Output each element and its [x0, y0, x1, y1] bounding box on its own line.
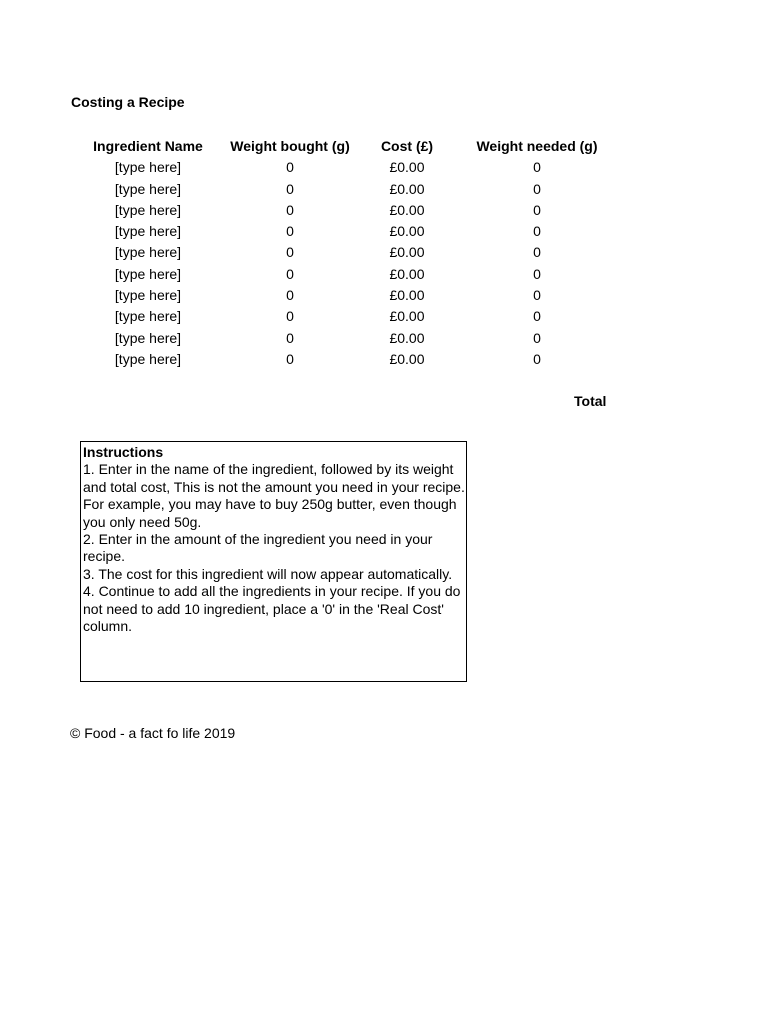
- weight-bought-cell[interactable]: 0: [286, 159, 294, 176]
- cost-cell[interactable]: £0.00: [389, 180, 425, 197]
- weight-needed-cell[interactable]: 0: [533, 329, 541, 346]
- weight-needed-cell[interactable]: 0: [533, 244, 541, 261]
- weight-bought-cell[interactable]: 0: [286, 223, 294, 240]
- table-header-row: [0, 137, 768, 158]
- weight-bought-cell[interactable]: 0: [286, 329, 294, 346]
- instruction-step-4: 4. Continue to add all the ingredients in your recipe. If you do not need to add 10 ingredient, place a '0' in the 'Real Cost' column.: [83, 583, 461, 635]
- ingredient-name-cell[interactable]: [type here]: [114, 201, 182, 218]
- table-row: [0, 201, 768, 222]
- weight-bought-cell[interactable]: 0: [286, 180, 294, 197]
- cost-cell[interactable]: £0.00: [389, 350, 425, 367]
- weight-bought-cell[interactable]: 0: [286, 265, 294, 282]
- table-row: [0, 180, 768, 201]
- weight-needed-cell[interactable]: 0: [533, 308, 541, 325]
- page-title: Costing a Recipe: [71, 94, 185, 110]
- cost-cell[interactable]: £0.00: [389, 287, 425, 304]
- copyright-text: © Food - a fact fo life 2019: [70, 725, 236, 741]
- table-row: [0, 307, 768, 328]
- weight-needed-cell[interactable]: 0: [533, 350, 541, 367]
- instruction-step-2: 2. Enter in the amount of the ingredient you need in your recipe.: [83, 531, 433, 565]
- weight-needed-cell[interactable]: 0: [533, 287, 541, 304]
- cost-cell[interactable]: £0.00: [389, 308, 425, 325]
- costing-table: [0, 137, 768, 371]
- header-cost: Cost (£): [380, 138, 434, 154]
- instructions-title: Instructions: [83, 444, 164, 460]
- instructions-box: [80, 441, 467, 682]
- weight-bought-cell[interactable]: 0: [286, 201, 294, 218]
- table-row: [0, 243, 768, 264]
- weight-needed-cell[interactable]: 0: [533, 223, 541, 240]
- table-row: [0, 265, 768, 286]
- cost-cell[interactable]: £0.00: [389, 265, 425, 282]
- ingredient-name-cell[interactable]: [type here]: [114, 287, 182, 304]
- header-weight-bought: Weight bought (g): [230, 138, 350, 154]
- weight-needed-cell[interactable]: 0: [533, 159, 541, 176]
- ingredient-name-cell[interactable]: [type here]: [114, 329, 182, 346]
- table-row: [0, 350, 768, 371]
- ingredient-name-cell[interactable]: [type here]: [114, 159, 182, 176]
- weight-bought-cell[interactable]: 0: [286, 350, 294, 367]
- cost-cell[interactable]: £0.00: [389, 223, 425, 240]
- table-body: [0, 158, 768, 371]
- table-row: [0, 329, 768, 350]
- weight-needed-cell[interactable]: 0: [533, 265, 541, 282]
- weight-bought-cell[interactable]: 0: [286, 308, 294, 325]
- ingredient-name-cell[interactable]: [type here]: [114, 180, 182, 197]
- cost-cell[interactable]: £0.00: [389, 201, 425, 218]
- ingredient-name-cell[interactable]: [type here]: [114, 350, 182, 367]
- header-ingredient-name: Ingredient Name: [93, 138, 203, 154]
- weight-bought-cell[interactable]: 0: [286, 244, 294, 261]
- cost-cell[interactable]: £0.00: [389, 329, 425, 346]
- ingredient-name-cell[interactable]: [type here]: [114, 244, 182, 261]
- table-row: [0, 158, 768, 179]
- weight-needed-cell[interactable]: 0: [533, 201, 541, 218]
- ingredient-name-cell[interactable]: [type here]: [114, 308, 182, 325]
- total-label: Total: [574, 393, 607, 409]
- cost-cell[interactable]: £0.00: [389, 159, 425, 176]
- ingredient-name-cell[interactable]: [type here]: [114, 265, 182, 282]
- cost-cell[interactable]: £0.00: [389, 244, 425, 261]
- table-row: [0, 222, 768, 243]
- weight-bought-cell[interactable]: 0: [286, 287, 294, 304]
- instruction-step-1: 1. Enter in the name of the ingredient, followed by its weight and total cost, This is not the amount you need in your recipe. For example, you may have to buy 250g butter, even though you only need 50g.: [83, 461, 465, 530]
- ingredient-name-cell[interactable]: [type here]: [114, 223, 182, 240]
- weight-needed-cell[interactable]: 0: [533, 180, 541, 197]
- header-weight-needed: Weight needed (g): [476, 138, 598, 154]
- instruction-step-3: 3. The cost for this ingredient will now appear automatically.: [83, 565, 453, 582]
- table-row: [0, 286, 768, 307]
